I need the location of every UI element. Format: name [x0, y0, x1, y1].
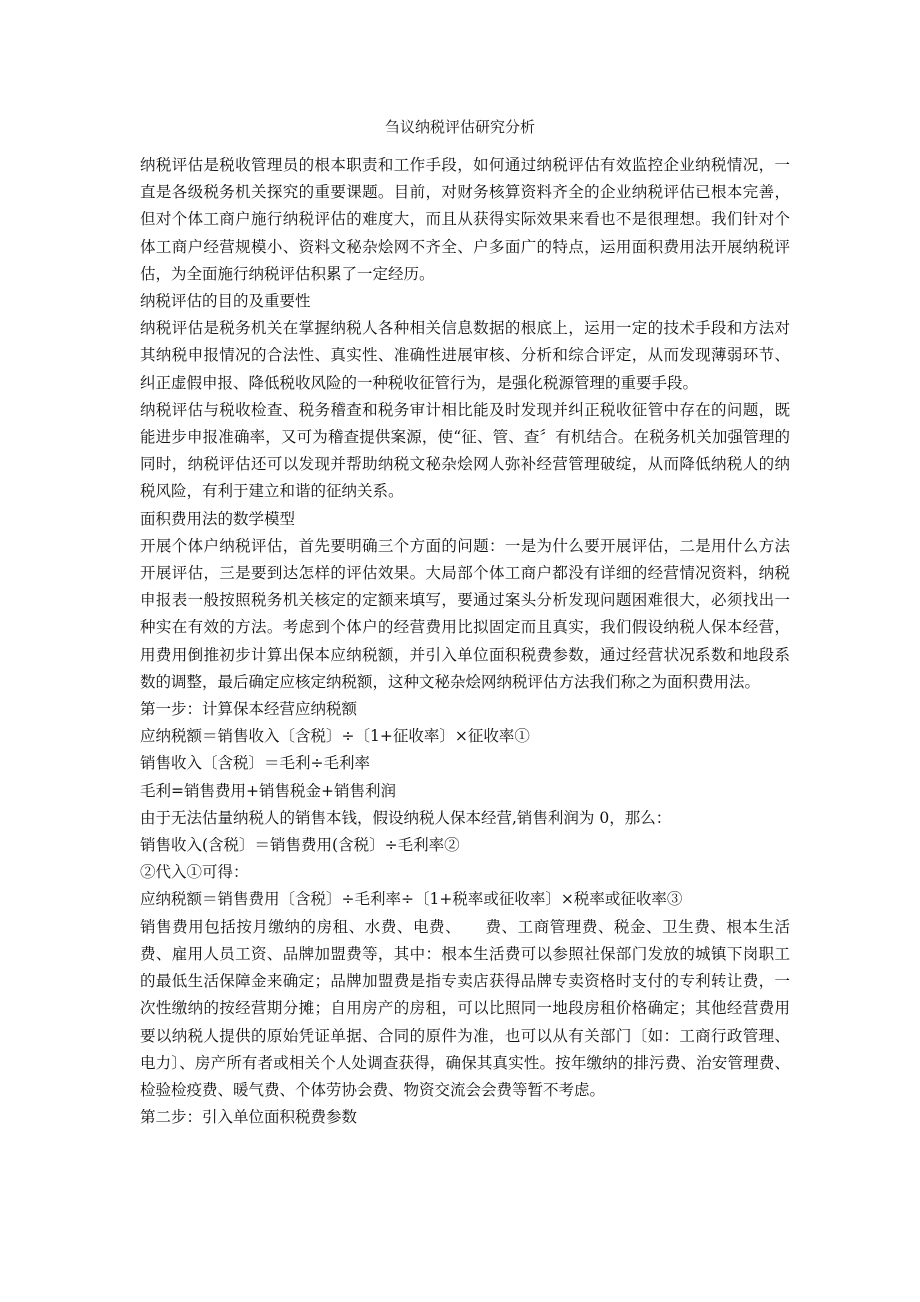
section-heading: 面积费用法的数学模型: [140, 509, 296, 528]
section-heading: 第二步：引入单位面积税费参数: [140, 1108, 358, 1127]
section-heading: 纳税评估的目的及重要性: [140, 292, 311, 311]
formula-line: 由于无法估量纳税人的销售本钱，假设纳税人保本经营,销售利润为 0，那么：: [140, 808, 672, 827]
document-title: 刍议纳税评估研究分析: [384, 118, 535, 136]
paragraph: 纳税评估是税务机关在掌握纳税人各种相关信息数据的根底上，运用一定的技术手段和方法对其纳税申报情况的合法性、真实性、准确性进展审核、分析和综合评定，从而发现薄弱环节、纠正虚假申报、降低税收风险的一种税收征管行为，是强化税源管理的重要手段。: [140, 319, 790, 392]
document-body: [140, 152, 790, 1131]
formula-line: 销售收入(含税〕＝销售费用(含税〕÷毛利率②: [140, 836, 460, 855]
formula-line: 应纳税额＝销售收入〔含税〕÷〔1+征收率〕×征收率①: [140, 727, 530, 746]
paragraph: 纳税评估与税收检查、税务稽查和税务审计相比能及时发现并纠正税收征管中存在的问题，既能进步申报准确率，又可为稽查提供案源，使“征、管、查〞有机结合。在税务机关加强管理的同时，纳税评估还可以发现并帮助纳税文秘杂烩网人弥补经营管理破绽，从而降低纳税人的纳税风险，有利于建立和谐的征纳关系。: [140, 400, 790, 501]
section-heading: 第一步：计算保本经营应纳税额: [140, 700, 358, 719]
formula-line: 应纳税额＝销售费用〔含税〕÷毛利率÷〔1+税率或征收率〕×税率或征收率③: [140, 890, 683, 909]
paragraph: 开展个体户纳税评估，首先要明确三个方面的问题：一是为什么要开展评估，二是用什么方法开展评估，三是要到达怎样的评估效果。大局部个体工商户都没有详细的经营情况资料，纳税申报表一般按照税务机关核定的定额来填写，要通过案头分析发现问题困难很大，必须找出一种实在有效的方法。考虑到个体户的经营费用比拟固定而且真实，我们假设纳税人保本经营，用费用倒推初步计算出保本应纳税额，并引入单位面积税费参数，通过经营状况系数和地段系数的调整，最后确定应核定纳税额，这种文秘杂烩网纳税评估方法我们称之为面积费用法。: [140, 536, 790, 691]
paragraph: 纳税评估是税收管理员的根本职责和工作手段，如何通过纳税评估有效监控企业纳税情况，一直是各级税务机关探究的重要课题。目前，对财务核算资料齐全的企业纳税评估已根本完善，但对个体工商户施行纳税评估的难度大，而且从获得实际效果来看也不是很理想。我们针对个体工商户经营规模小、资料文秘杂烩网不齐全、户多面广的特点，运用面积费用法开展纳税评估，为全面施行纳税评估积累了一定经历。: [140, 156, 790, 283]
paragraph: 销售费用包括按月缴纳的房租、水费、电费、 费、工商管理费、税金、卫生费、根本生活费、雇用人员工资、品牌加盟费等，其中：根本生活费可以参照社保部门发放的城镇下岗职工的最低生活保障金来确定；品牌加盟费是指专卖店获得品牌专卖资格时支付的专利转让费，一次性缴纳的按经营期分摊；自用房产的房租，可以比照同一地段房租价格确定；其他经营费用要以纳税人提供的原始凭证单据、合同的原件为准，也可以从有关部门〔如：工商行政管理、电力〕、房产所有者或相关个人处调查获得，确保其真实性。按年缴纳的排污费、治安管理费、检验检疫费、暖气费、个体劳协会费、物资交流会会费等暂不考虑。: [140, 917, 790, 1099]
formula-line: ②代入①可得：: [140, 863, 249, 882]
formula-line: 毛利=销售费用+销售税金+销售利润: [140, 781, 396, 800]
formula-line: 销售收入〔含税〕＝毛利÷毛利率: [140, 754, 370, 773]
